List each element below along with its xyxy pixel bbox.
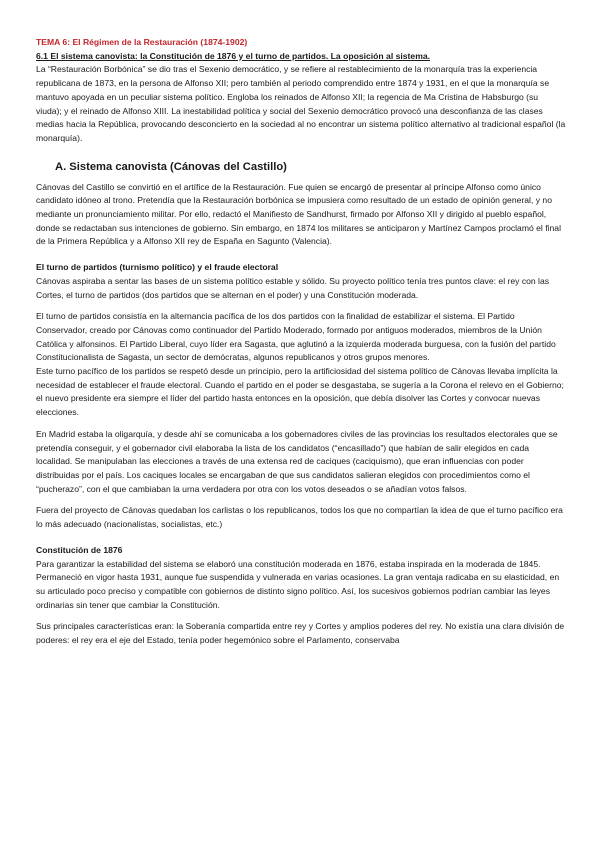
turno-paragraph-5: Fuera del proyecto de Cánovas quedaban los carlistas o los republicanos, todos los que no compartían la idea de que el turno pacífico era lo más adecuado (nacionalistas, socialistas, etc.): [36, 505, 563, 530]
turno-paragraph-3: Este turno pacífico de los partidos se respetó desde un principio, pero la artificiosidad del sistema político de Cánovas llevaba implícita la necesidad de establecer el fraude electoral. Cuando el partido en el poder se desgastaba, se sugería a la Corona el relevo en el Gobierno; el nuevo presidente era siempre el líder del partido hasta entonces en la oposición, que debía disolver las Cortes y convocar nuevas elecciones.: [36, 366, 564, 418]
document-title: TEMA 6: El Régimen de la Restauración (1874-1902): [36, 37, 248, 47]
turno-heading: El turno de partidos (turnismo político) y el fraude electoral: [36, 262, 279, 273]
section-a-paragraph: Cánovas del Castillo se convirtió en el artífice de la Restauración. Fue quien se encargó de presentar al príncipe Alfonso como único candidato idóneo al trono. Pretendía que la Restauración borbónica se impusiera como resultado de un estado de opinión general, y no mediante un pronunciamiento militar. Por ello, redactó el Manifiesto de Sandhurst, firmado por Alfonso XII y dirigido al pueblo español, donde se redactaban sus intenciones de gobierno. Sin embargo, en 1874 los militares se anticiparon y Martínez Campos proclamó el final de la Primera República y a Alfonso XII rey de España en Sagunto (Valencia).: [36, 181, 561, 247]
turno-paragraph-4: En Madrid estaba la oligarquía, y desde ahí se comunicaba a los gobernadores civiles de las provincias los resultados electorales que se pretendía conseguir, y el gobernador civil elaboraba la lista de los candidatos (“encasillado”) que habían de salir elegidos en cada localidad. Se manipulaban las elecciones a través de una extensa red de caciques (caciquismo), que eran influencias con poder distribuidas por el país. Los caciques locales se encargaban de que sus candidatos salieran elegidos con procedimientos como el “pucherazo”, con el que cambiaban la urna verdadera por otra con los votos deseados o se añadían votos falsos.: [36, 428, 558, 494]
constitucion-paragraph-1: Para garantizar la estabilidad del sistema se elaboró una constitución moderada en 1876, estaba inspirada en la moderada de 1845. Permaneció en vigor hasta 1931, aunque fue suspendida y vulnerada en varias ocasiones. La gran ventaja radicaba en su elasticidad, en su articulado poco preciso y compatible con gobiernos de distinto signo político. Así, los sucesivos gobiernos podrían cambiar las leyes ordinarias sin tener que cambiar la Constitución.: [36, 558, 560, 610]
turno-paragraph-1: Cánovas aspiraba a sentar las bases de un sistema político estable y sólido. Su proyecto político tenía tres puntos clave: el rey con las Cortes, el turno de partidos (dos partidos que se alternan en el poder) y una Constitución moderada.: [36, 275, 550, 300]
constitucion-paragraph-2: Sus principales características eran: la Soberanía compartida entre rey y Cortes y amplios poderes del rey. No existía una clara división de poderes: el rey era el eje del Estado, tenía poder hegemónico sobre el Parlamento, conservaba: [36, 621, 565, 646]
document-page: [36, 36, 566, 648]
constitucion-heading: Constitución de 1876: [36, 544, 123, 555]
intro-paragraph: La “Restauración Borbónica” se dio tras el Sexenio democrático, y se refiere al restablecimiento de la monarquía tras la experiencia republicana de 1873, en la persona de Alfonso XII; pero también al periodo comprendido entre 1874 y 1931, en el que la monarquía se mantuvo apoyada en un peculiar sistema político. Engloba los reinados de Alfonso XII; la regencia de Ma Cristina de Habsburgo (su viuda); y el reinado de Alfonso XIII. La inestabilidad política y social del Sexenio democrático provocó una desconfianza de las clases medias hacia la República, provocando desconcierto en la sociedad al no encontrar un sistema político alternativo al tradicional español (la monarquía).: [36, 64, 566, 143]
section-a-heading: A. Sistema canovista (Cánovas del Castillo): [55, 160, 287, 173]
turno-paragraph-2: El turno de partidos consistía en la alternancia pacífica de los dos partidos con la finalidad de estabilizar el sistema. El Partido Conservador, creado por Cánovas como continuador del Partido Moderado, formado por antiguos moderados, miembros de la Unión Católica y alfonsinos. El Partido Liberal, cuyo líder era Sagasta, que aglutinó a la izquierda moderada burguesa, con la fusión del partido Constitucionalista de Sagasta, un sector de demócratas, algunos republicanos y otros grupos menores.: [36, 311, 556, 363]
document-subtitle: 6.1 El sistema canovista: la Constitución de 1876 y el turno de partidos. La oposición al sistema.: [36, 50, 430, 61]
